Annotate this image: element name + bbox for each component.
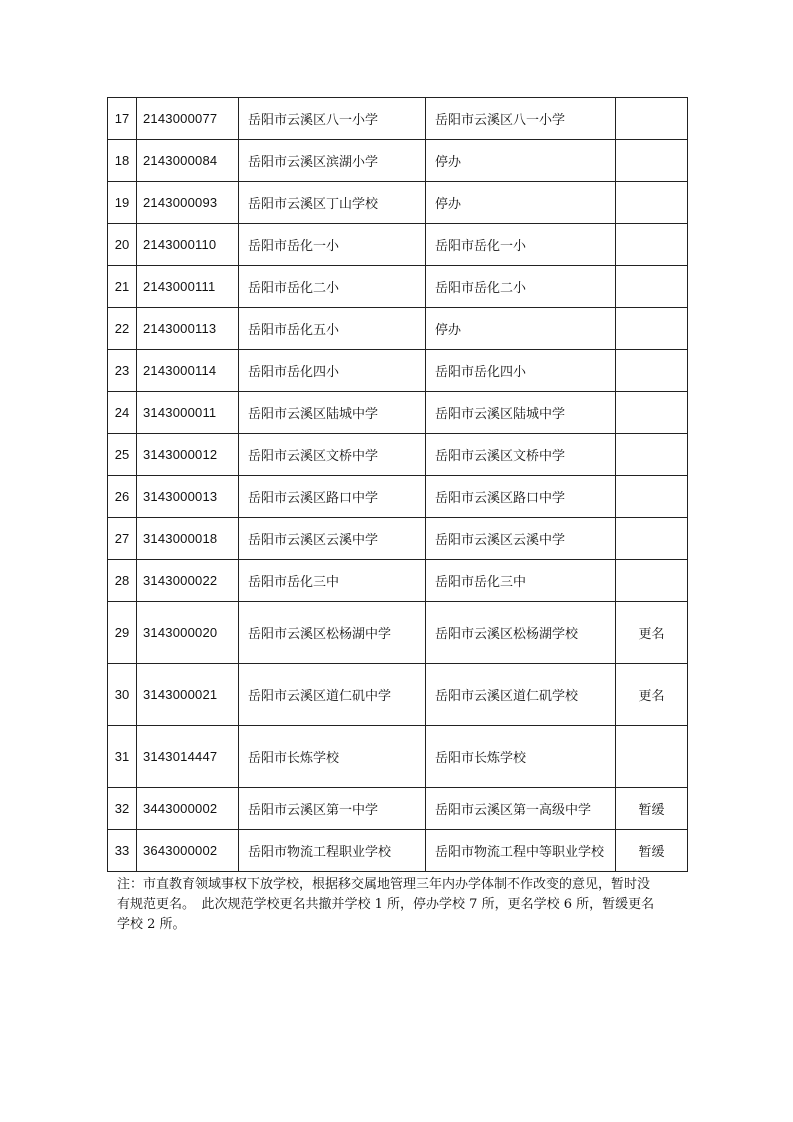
original-name-cell: 岳阳市云溪区第一中学 bbox=[239, 788, 426, 830]
original-name-cell: 岳阳市岳化一小 bbox=[239, 224, 426, 266]
row-index-cell: 19 bbox=[108, 182, 137, 224]
row-index-cell: 24 bbox=[108, 392, 137, 434]
remark-cell bbox=[616, 560, 688, 602]
new-name-cell: 岳阳市云溪区文桥中学 bbox=[426, 434, 616, 476]
school-code-cell: 3143000012 bbox=[137, 434, 239, 476]
table-row bbox=[108, 726, 688, 788]
row-index-cell: 25 bbox=[108, 434, 137, 476]
school-code-cell: 2143000077 bbox=[137, 98, 239, 140]
original-name-cell: 岳阳市云溪区道仁矶中学 bbox=[239, 664, 426, 726]
row-index-cell: 27 bbox=[108, 518, 137, 560]
new-name-cell: 岳阳市物流工程中等职业学校 bbox=[426, 830, 616, 872]
original-name-cell: 岳阳市云溪区八一小学 bbox=[239, 98, 426, 140]
row-index-cell: 26 bbox=[108, 476, 137, 518]
remark-cell bbox=[616, 98, 688, 140]
row-index-cell: 23 bbox=[108, 350, 137, 392]
remark-cell bbox=[616, 392, 688, 434]
school-code-cell: 3143000011 bbox=[137, 392, 239, 434]
remark-cell bbox=[616, 308, 688, 350]
original-name-cell: 岳阳市云溪区滨湖小学 bbox=[239, 140, 426, 182]
new-name-cell: 岳阳市长炼学校 bbox=[426, 726, 616, 788]
new-name-cell: 岳阳市云溪区路口中学 bbox=[426, 476, 616, 518]
table-row bbox=[108, 350, 688, 392]
table-row bbox=[108, 602, 688, 664]
remark-cell: 暂缓 bbox=[616, 788, 688, 830]
school-code-cell: 2143000084 bbox=[137, 140, 239, 182]
remark-cell bbox=[616, 518, 688, 560]
table-row bbox=[108, 560, 688, 602]
row-index-cell: 22 bbox=[108, 308, 137, 350]
school-code-cell: 3643000002 bbox=[137, 830, 239, 872]
new-name-cell: 停办 bbox=[426, 140, 616, 182]
row-index-cell: 18 bbox=[108, 140, 137, 182]
original-name-cell: 岳阳市长炼学校 bbox=[239, 726, 426, 788]
school-code-cell: 3143000013 bbox=[137, 476, 239, 518]
table-row bbox=[108, 182, 688, 224]
row-index-cell: 28 bbox=[108, 560, 137, 602]
original-name-cell: 岳阳市云溪区丁山学校 bbox=[239, 182, 426, 224]
original-name-cell: 岳阳市云溪区松杨湖中学 bbox=[239, 602, 426, 664]
school-code-cell: 3143000018 bbox=[137, 518, 239, 560]
school-code-cell: 2143000114 bbox=[137, 350, 239, 392]
row-index-cell: 29 bbox=[108, 602, 137, 664]
table-row bbox=[108, 98, 688, 140]
row-index-cell: 33 bbox=[108, 830, 137, 872]
original-name-cell: 岳阳市云溪区陆城中学 bbox=[239, 392, 426, 434]
original-name-cell: 岳阳市岳化三中 bbox=[239, 560, 426, 602]
original-name-cell: 岳阳市云溪区文桥中学 bbox=[239, 434, 426, 476]
new-name-cell: 岳阳市岳化四小 bbox=[426, 350, 616, 392]
remark-cell bbox=[616, 266, 688, 308]
table-row bbox=[108, 266, 688, 308]
table-row bbox=[108, 392, 688, 434]
table-row bbox=[108, 434, 688, 476]
school-code-cell: 2143000113 bbox=[137, 308, 239, 350]
school-code-cell: 3443000002 bbox=[137, 788, 239, 830]
school-code-cell: 2143000111 bbox=[137, 266, 239, 308]
original-name-cell: 岳阳市岳化四小 bbox=[239, 350, 426, 392]
row-index-cell: 17 bbox=[108, 98, 137, 140]
school-code-cell: 3143014447 bbox=[137, 726, 239, 788]
footnote bbox=[117, 875, 687, 935]
row-index-cell: 21 bbox=[108, 266, 137, 308]
footnote-line: 有规范更名。 此次规范学校更名共撤并学校 1 所，停办学校 7 所，更名学校 6 所，暂缓更名 bbox=[117, 897, 655, 912]
remark-cell bbox=[616, 140, 688, 182]
new-name-cell: 岳阳市云溪区陆城中学 bbox=[426, 392, 616, 434]
new-name-cell: 岳阳市云溪区云溪中学 bbox=[426, 518, 616, 560]
remark-cell bbox=[616, 434, 688, 476]
remark-cell bbox=[616, 224, 688, 266]
remark-cell: 更名 bbox=[616, 602, 688, 664]
school-code-cell: 2143000093 bbox=[137, 182, 239, 224]
table-row bbox=[108, 664, 688, 726]
remark-cell: 更名 bbox=[616, 664, 688, 726]
row-index-cell: 32 bbox=[108, 788, 137, 830]
row-index-cell: 30 bbox=[108, 664, 137, 726]
table-row bbox=[108, 518, 688, 560]
remark-cell bbox=[616, 350, 688, 392]
new-name-cell: 岳阳市云溪区八一小学 bbox=[426, 98, 616, 140]
table-row bbox=[108, 224, 688, 266]
original-name-cell: 岳阳市物流工程职业学校 bbox=[239, 830, 426, 872]
row-index-cell: 20 bbox=[108, 224, 137, 266]
new-name-cell: 岳阳市云溪区道仁矶学校 bbox=[426, 664, 616, 726]
school-code-cell: 2143000110 bbox=[137, 224, 239, 266]
remark-cell: 暂缓 bbox=[616, 830, 688, 872]
new-name-cell: 岳阳市岳化一小 bbox=[426, 224, 616, 266]
new-name-cell: 停办 bbox=[426, 308, 616, 350]
new-name-cell: 岳阳市岳化二小 bbox=[426, 266, 616, 308]
footnote-line: 注：市直教育领域事权下放学校，根据移交属地管理三年内办学体制不作改变的意见，暂时没 bbox=[117, 877, 651, 892]
original-name-cell: 岳阳市岳化五小 bbox=[239, 308, 426, 350]
footnote-line: 学校 2 所。 bbox=[117, 917, 186, 932]
original-name-cell: 岳阳市云溪区路口中学 bbox=[239, 476, 426, 518]
school-code-cell: 3143000021 bbox=[137, 664, 239, 726]
remark-cell bbox=[616, 182, 688, 224]
remark-cell bbox=[616, 726, 688, 788]
original-name-cell: 岳阳市岳化二小 bbox=[239, 266, 426, 308]
table-row bbox=[108, 140, 688, 182]
row-index-cell: 31 bbox=[108, 726, 137, 788]
new-name-cell: 岳阳市云溪区第一高级中学 bbox=[426, 788, 616, 830]
school-rename-table bbox=[107, 97, 688, 872]
new-name-cell: 岳阳市云溪区松杨湖学校 bbox=[426, 602, 616, 664]
table-body bbox=[108, 98, 688, 872]
school-code-cell: 3143000020 bbox=[137, 602, 239, 664]
table-row bbox=[108, 308, 688, 350]
remark-cell bbox=[616, 476, 688, 518]
original-name-cell: 岳阳市云溪区云溪中学 bbox=[239, 518, 426, 560]
new-name-cell: 岳阳市岳化三中 bbox=[426, 560, 616, 602]
table-row bbox=[108, 476, 688, 518]
table-row bbox=[108, 788, 688, 830]
school-code-cell: 3143000022 bbox=[137, 560, 239, 602]
new-name-cell: 停办 bbox=[426, 182, 616, 224]
table-row bbox=[108, 830, 688, 872]
